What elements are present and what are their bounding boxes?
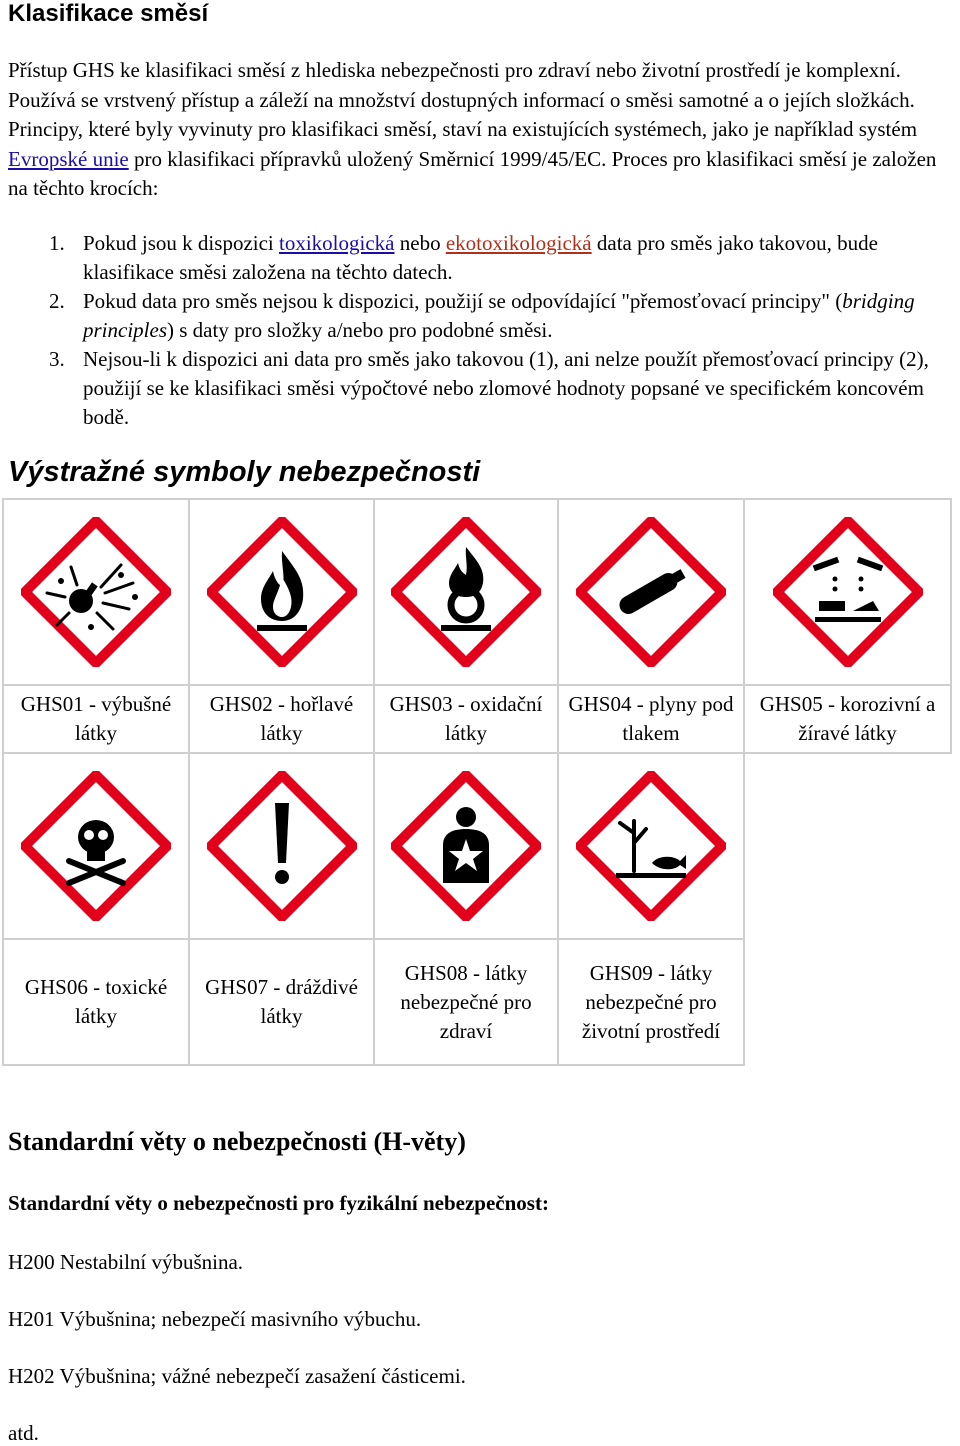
list-item <box>8 345 956 432</box>
h-statement-h200: H200 Nestabilní výbušnina. <box>8 1250 244 1274</box>
step-number: 1. <box>49 231 65 255</box>
flame-icon <box>207 517 357 667</box>
ghs09-cell <box>558 753 744 939</box>
empty-cell <box>744 753 951 939</box>
ghs09-caption: GHS09 - látky nebezpečné pro životní prostředí <box>558 939 744 1065</box>
list-item <box>8 229 956 287</box>
list-item <box>8 287 956 345</box>
h-statements-heading: Standardní věty o nebezpečnosti (H-věty) <box>8 1127 466 1156</box>
exclamation-mark-icon <box>207 771 357 921</box>
ghs-symbols-table <box>2 498 952 1066</box>
skull-crossbones-icon <box>21 771 171 921</box>
ghs04-cell <box>558 499 744 685</box>
environment-icon <box>576 771 726 921</box>
gas-cylinder-icon <box>576 517 726 667</box>
corrosion-icon <box>773 517 923 667</box>
h-statement-h202: H202 Výbušnina; vážné nebezpečí zasažení částicemi. <box>8 1364 466 1388</box>
ghs02-cell <box>189 499 374 685</box>
link-toxikologicka[interactable]: toxikologická <box>279 231 395 255</box>
ghs08-cell <box>374 753 558 939</box>
etc-text: atd. <box>8 1421 39 1445</box>
step-number: 3. <box>49 347 65 371</box>
ghs03-caption: GHS03 - oxidační látky <box>374 685 558 753</box>
intro-paragraph <box>8 56 956 204</box>
link-ekotoxikologicka[interactable]: ekotoxikologická <box>445 231 592 255</box>
link-evropske-unie[interactable]: Evropské unie <box>8 146 129 171</box>
page-title: Klasifikace směsí <box>8 0 209 27</box>
ghs06-cell <box>3 753 189 939</box>
h-statements-subheading: Standardní věty o nebezpečnosti pro fyzikální nebezpečnost: <box>8 1191 549 1215</box>
ghs06-caption: GHS06 - toxické látky <box>3 939 189 1065</box>
ghs08-caption: GHS08 - látky nebezpečné pro zdraví <box>374 939 558 1065</box>
step-text: ) s daty pro složky a/nebo pro podobné směsi. <box>167 318 553 342</box>
step-number: 2. <box>49 289 65 313</box>
flame-over-circle-icon <box>391 517 541 667</box>
empty-cell <box>744 939 951 1065</box>
ghs04-caption: GHS04 - plyny pod tlakem <box>558 685 744 753</box>
step-text: Pokud data pro směs nejsou k dispozici, použijí se odpovídající "přemosťovací principy" ( <box>83 289 843 313</box>
step-italic-term: bridging principles <box>83 289 915 342</box>
steps-list <box>8 229 956 432</box>
ghs05-cell <box>744 499 951 685</box>
ghs01-caption: GHS01 - výbušné látky <box>3 685 189 753</box>
ghs07-cell <box>189 753 374 939</box>
step-text: data pro směs jako takovou, bude klasifikace směsi založena na těchto datech. <box>83 231 878 284</box>
symbols-heading: Výstražné symboly nebezpečnosti <box>8 456 481 488</box>
ghs02-caption: GHS02 - hořlavé látky <box>189 685 374 753</box>
ghs07-caption: GHS07 - dráždivé látky <box>189 939 374 1065</box>
exploding-bomb-icon <box>21 517 171 667</box>
step-text: Nejsou-li k dispozici ani data pro směs jako takovou (1), ani nelze použít přemosťovací principy (2), použijí se ke klasifikaci směsi výpočtové nebo zlomové hodnoty popsané ve specifickém koncovém bodě. <box>83 347 929 429</box>
intro-text-1: Přístup GHS ke klasifikaci směsí z hlediska nebezpečnosti pro zdraví nebo životní prostředí je komplexní. Používá se vrstvený přístup a záleží na množství dostupných informací o směsi samotné a o jejích složkách. Principy, které byly vyvinuty pro klasifikaci směsí, staví na existujících systémech, jako je například systém <box>8 58 918 141</box>
health-hazard-icon <box>391 771 541 921</box>
step-text: Pokud jsou k dispozici <box>83 231 280 255</box>
ghs01-cell <box>3 499 189 685</box>
ghs05-caption: GHS05 - korozivní a žíravé látky <box>744 685 951 753</box>
step-text: nebo <box>394 231 446 255</box>
ghs03-cell <box>374 499 558 685</box>
h-statement-h201: H201 Výbušnina; nebezpečí masivního výbuchu. <box>8 1307 422 1331</box>
intro-text-2: pro klasifikaci přípravků uložený Směrnicí 1999/45/EC. Proces pro klasifikaci směsí je založen na těchto krocích: <box>8 146 937 200</box>
